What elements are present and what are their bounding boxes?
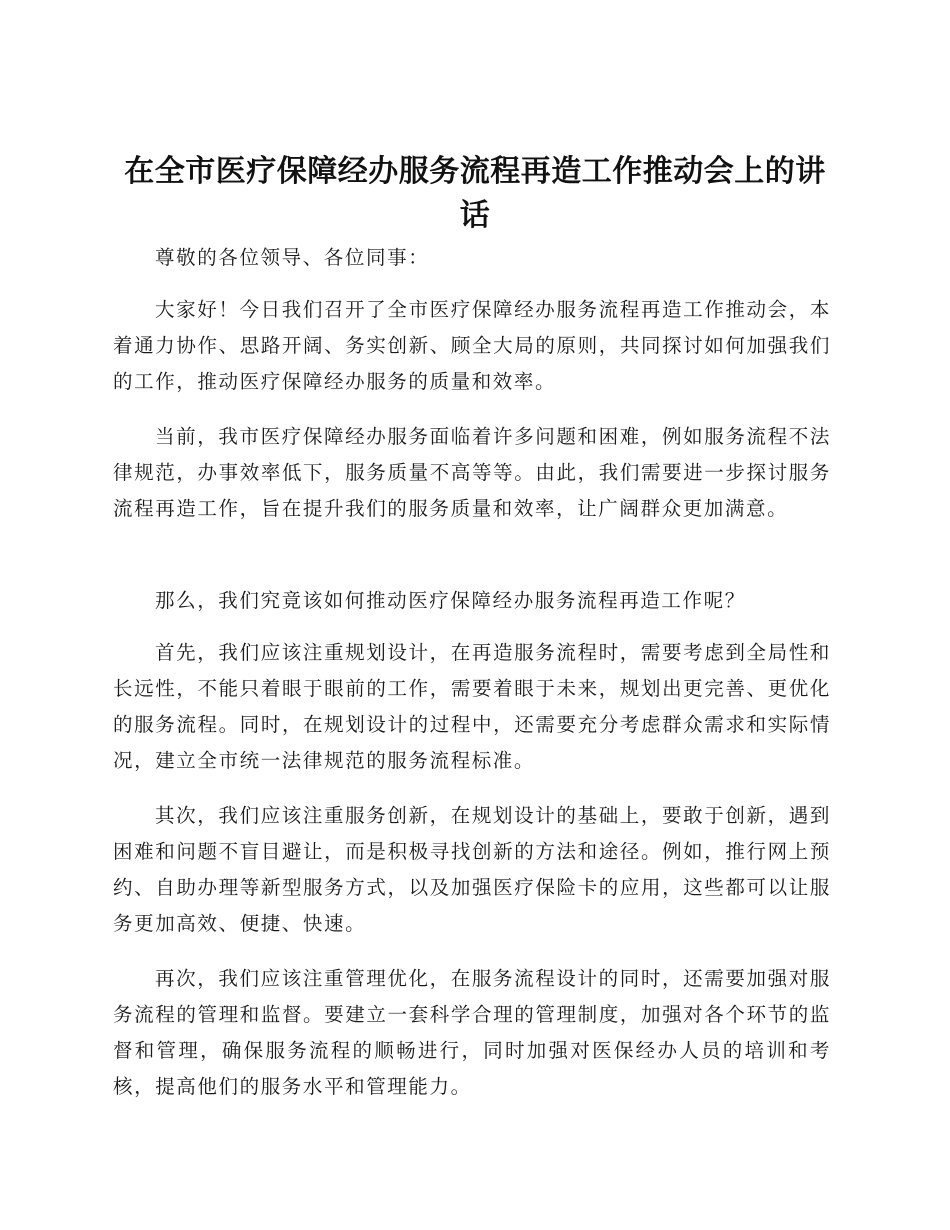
body-paragraph: 其次，我们应该注重服务创新，在规划设计的基础上，要敢于创新，遇到困难和问题不盲目避让，而是积极寻找创新的方法和途径。例如，推行网上预约、自助办理等新型服务方式，以及加强医疗保险卡的应用，这些都可以让服务更加高效、便捷、快速。: [113, 804, 831, 935]
document-title: 在全市医疗保障经办服务流程再造工作推动会上的讲话: [124, 154, 826, 233]
body-paragraph: 再次，我们应该注重管理优化，在服务流程设计的同时，还需要加强对服务流程的管理和监督。要建立一套科学合理的管理制度，加强对各个环节的监督和管理，确保服务流程的顺畅进行，同时加强对医保经办人员的培训和考核，提高他们的服务水平和管理能力。: [113, 967, 831, 1098]
body-paragraph: 当前，我市医疗保障经办服务面临着许多问题和困难，例如服务流程不法律规范，办事效率低下，服务质量不高等等。由此，我们需要进一步探讨服务流程再造工作，旨在提升我们的服务质量和效率，让广阔群众更加满意。: [113, 425, 831, 520]
salutation-paragraph: 尊敬的各位领导、各位同事：: [155, 246, 430, 269]
body-paragraph: 大家好！今日我们召开了全市医疗保障经办服务流程再造工作推动会，本着通力协作、思路开阔、务实创新、顾全大局的原则，共同探讨如何加强我们的工作，推动医疗保障经办服务的质量和效率。: [113, 298, 831, 393]
body-paragraph: 首先，我们应该注重规划设计，在再造服务流程时，需要考虑到全局性和长远性，不能只着眼于眼前的工作，需要着眼于未来，规划出更完善、更优化的服务流程。同时，在规划设计的过程中，还需要充分考虑群众需求和实际情况，建立全市统一法律规范的服务流程标准。: [113, 641, 831, 772]
body-paragraph: 那么，我们究竟该如何推动医疗保障经办服务流程再造工作呢？: [155, 589, 746, 612]
